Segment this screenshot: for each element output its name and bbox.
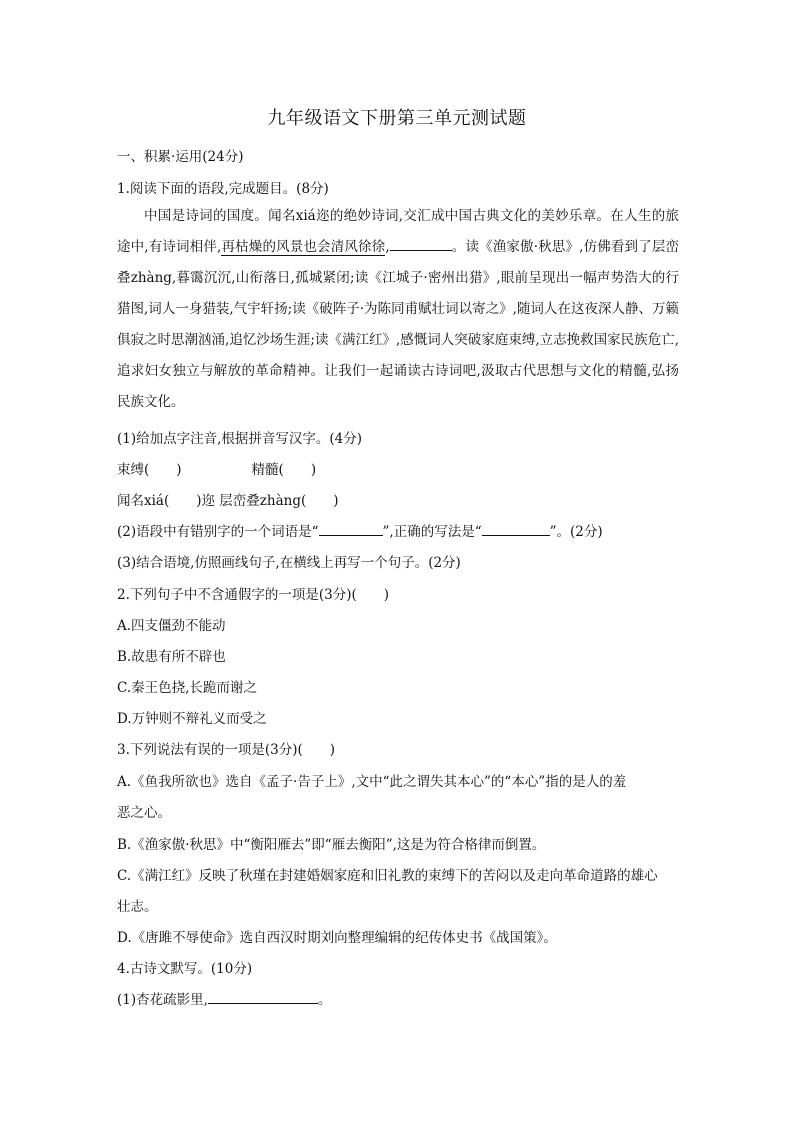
- answer-blank-wrong-word[interactable]: [319, 521, 383, 536]
- question-1-sub-1: (1)给加点字注音,根据拼音写汉字。(4分): [117, 431, 363, 447]
- question-3-option-a-continued: 恶之心。: [117, 805, 171, 821]
- question-3-stem: 3.下列说法有误的一项是(3分)( ): [117, 742, 336, 758]
- question-4-stem: 4.古诗文默写。(10分): [117, 961, 253, 977]
- question-2-option-d[interactable]: D.万钟则不辩礼义而受之: [117, 711, 267, 727]
- passage-text-continued: 。读《渔家傲·秋思》,仿佛看到了层峦叠zhàng,暮霭沉沉,山衔落日,孤城紧闭;读《江城子·密州出猎》,眼前呈现出一幅声势浩大的行猎图,词人一身猎装,气宇轩扬;读《破阵子·为陈同甫赋壮词以寄之》,随词人在这夜深人静、万籁俱寂之时思潮汹涌,追忆沙场生涯;读《满江红》,感慨词人突破家庭束缚,立志挽救国家民族危亡,追求妇女独立与解放的革命精神。让我们一起诵读古诗词吧,汲取古代思想与文化的精髓,弘扬民族文化。: [117, 239, 679, 410]
- question-3-option-b[interactable]: B.《渔家傲·秋思》中“衡阳雁去”即“雁去衡阳”,这是为符合格律而倒置。: [117, 837, 546, 853]
- answer-blank[interactable]: [390, 236, 452, 251]
- underlined-sentence: 再枯燥的风景也会清风徐徐: [221, 239, 386, 255]
- question-3-option-a[interactable]: A.《鱼我所欲也》选自《孟子·告子上》,文中“此之谓失其本心”的“本心”指的是人的羞: [117, 774, 627, 790]
- question-1-sub-1-row-1: [117, 458, 316, 478]
- answer-blank-correct-word[interactable]: [482, 521, 550, 536]
- question-2-option-b[interactable]: B.故患有所不辟也: [117, 649, 226, 665]
- question-1-sub-2: (2)语段中有错别字的一个词语是“ ”,正确的写法是“ ”。(2分): [117, 520, 603, 540]
- section-heading: 一、积累·运用(24分): [117, 149, 244, 165]
- question-3-option-c-continued: 壮志。: [117, 899, 158, 915]
- question-2-stem: 2.下列句子中不含通假字的一项是(3分)( ): [117, 587, 390, 603]
- pinyin-item-jingsui: 精髓( ): [251, 462, 317, 478]
- pinyin-item-shufu: 束缚( ): [117, 462, 182, 478]
- answer-blank-poem[interactable]: [208, 989, 318, 1004]
- question-3-option-d[interactable]: D.《唐雎不辱使命》选自西汉时期刘向整理编辑的纪传体史书《战国策》。: [117, 930, 557, 946]
- question-1-passage: [117, 201, 679, 418]
- question-1-sub-3: (3)结合语境,仿照画线句子,在横线上再写一个句子。(2分): [117, 555, 461, 571]
- passage-text: 中国是诗词的国度。闻名xiá迩的绝妙诗词,交汇成中国古典文化的美妙乐章。在人生的旅途中,有诗词相伴,: [117, 208, 679, 255]
- question-4-item-1: (1)杏花疏影里, 。: [117, 988, 331, 1008]
- passage-comma: ,: [385, 239, 390, 255]
- document-title: 九年级语文下册第三单元测试题: [267, 108, 527, 129]
- question-1-stem: 1.阅读下面的语段,完成题目。(8分): [117, 181, 329, 197]
- question-2-option-a[interactable]: A.四支僵劲不能动: [117, 618, 226, 634]
- question-2-option-c[interactable]: C.秦王色挠,长跪而谢之: [117, 680, 257, 696]
- question-3-option-c[interactable]: C.《满江红》反映了秋瑾在封建婚姻家庭和旧礼教的束缚下的苦闷以及走向革命道路的雄心: [117, 868, 658, 884]
- question-1-sub-1-row-2: 闻名xiá( )迩 层峦叠zhàng( ): [117, 493, 339, 509]
